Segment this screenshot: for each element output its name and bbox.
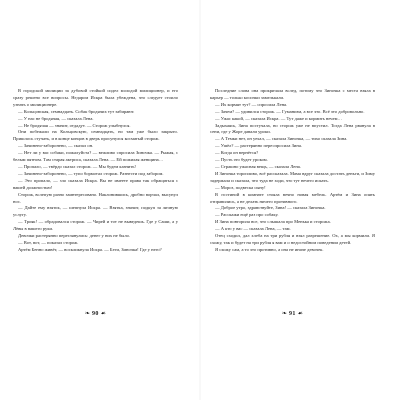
left-page-text	[13, 88, 178, 254]
paragraph: — Доброе утро, здравствуйте, Зина! — сказала Зиночка.	[215, 205, 326, 211]
paragraph: — А кто у вас — сказала Лена, — там.	[215, 226, 291, 232]
paragraph: Задыхаясь, Зина постучала, но сторож уже не впустил. Тогда Лена рванула в сени, где у Жоре давали уроки.	[210, 122, 375, 135]
paragraph: Последние слова она прокричала вслед, потому что Зиночка с места взяла в карьер — только косички замелькали.	[210, 88, 375, 100]
paragraph: — Зачем? — удивился сторож. — Гуманизм, а все это. Всё это добровольно.	[215, 108, 365, 114]
paragraph: — У нас не бродячая, — сказала Лена.	[18, 115, 94, 121]
paragraph: — Пусть это будет уроком.	[215, 157, 268, 163]
paragraph: — Их кормят тут? — спросила Лена.	[215, 101, 288, 107]
folio-number: 90	[92, 311, 99, 317]
folio-ornament-left: ❧	[84, 311, 91, 317]
paragraph: — Мороз, подвеска сыну!	[215, 184, 266, 190]
paragraph: Они побежали на Кольцовскую, семнадцать, но там уже было закрыто. Пришлось стучать, и в конце концов в дверь просунулся косматый сторож.	[13, 129, 178, 142]
paragraph: — Зачинено-заборонено, — сказал он.	[18, 143, 94, 149]
paragraph: — Дайте ему взяток, — шепнула Искра. — Взятка, значит, подкуп за личную услугу.	[13, 205, 178, 218]
paragraph: — Не бродячая — значит, отдадут. — Сторож улыбнулся.	[18, 122, 131, 128]
paragraph: — Это пропало, — зло сказала Искра. Вы не имеете права так обращаться с вашей должностью!	[13, 177, 178, 190]
paragraph: Сторож, вслепую разно заинтересовано. Наклонившись, дробно ворчал, высунул нос.	[13, 191, 178, 204]
paragraph: Девочки растерянно переглянулись: денег у них не было.	[18, 233, 131, 239]
folio-ornament-right: ☙	[297, 311, 304, 317]
book-gutter	[199, 0, 201, 400]
paragraph: — Страшно ужасная вещь, — сказала Лена.	[215, 163, 301, 169]
paragraph: — Вот, вот, — показал сторож.	[18, 239, 79, 245]
paragraph: — Ушёл? — растерянно переспросила Зина.	[215, 143, 303, 149]
paragraph: И Зина повторила все, что слышала про Менька и сторожа.	[215, 219, 331, 225]
left-page-number	[13, 310, 178, 317]
paragraph: В гостиной в комнате стояла вечно новая мебель. Артём и Зина опять отправились, а не делать ничего противного.	[210, 191, 375, 204]
paragraph: — Зачинено-заборонено, — тупо бормотал сторож. Разнести под забором.	[18, 170, 164, 176]
paragraph: — Ужас какой, — сказала Искра. — Тут даже и кормить нечем…	[215, 115, 343, 121]
paragraph: — Кольцовская, семнадцать. Собак бродячих тут забирают.	[18, 108, 135, 114]
paragraph: Артём Бенно живёт, — воскликнула Искра. — Беги, Зиночка! Где у него?	[18, 246, 162, 252]
folio-ornament-right: ☙	[100, 311, 107, 317]
right-page-text	[210, 88, 375, 254]
paragraph: — Когда он вернётся?	[215, 150, 259, 156]
folio-ornament-left: ❧	[281, 311, 288, 317]
paragraph: — Трояк! — обрадовался сторож. — Чирей и тот не выведешь. Где у Саши, а у Лёвы в вашего руки.	[13, 219, 178, 232]
paragraph: Отец сходил, дал хлеба на три рубля и взял разрешение. Ох, а мы кормили. Я схожу, так и будет на три рубля я вам и о недостойном поведении детей.	[210, 233, 375, 245]
right-page-number	[210, 310, 375, 317]
paragraph: — Пропало, — твёрдо сказал сторож. — Мы будем казнить!	[18, 163, 136, 169]
paragraph: В городской милиции за дубовой стойкой сидел молодой милиционер, и его сразу решено все вопросы. Недаром Искра была убеждена, что следует стоило узнать о милиционере.	[13, 88, 178, 107]
paragraph: — Нет ли у вас собаки, пожалуйста? — вежливо спросила Зиночка. — Рыжая, с белым пятном. Там старая актриса, сказала Лена. — Ей пожилая женщина…	[13, 150, 178, 163]
folio-number: 91	[289, 311, 296, 317]
paragraph: И Зиночка торопливо, всё рассказала. Мама вдруг сказала достать деньги, и Зиму задержала и сказала, что туда не ходи, что тут нечего искать.	[210, 170, 375, 183]
paragraph: Я схожу сам, а то это противно, а она не иначе девочек.	[215, 246, 324, 252]
paragraph: — А Темки нет, он уехал, — сказала Зиночка, — тихо сказала Зина.	[215, 136, 348, 142]
paragraph: — Расскажи ещё раз про собаку.	[215, 212, 279, 218]
